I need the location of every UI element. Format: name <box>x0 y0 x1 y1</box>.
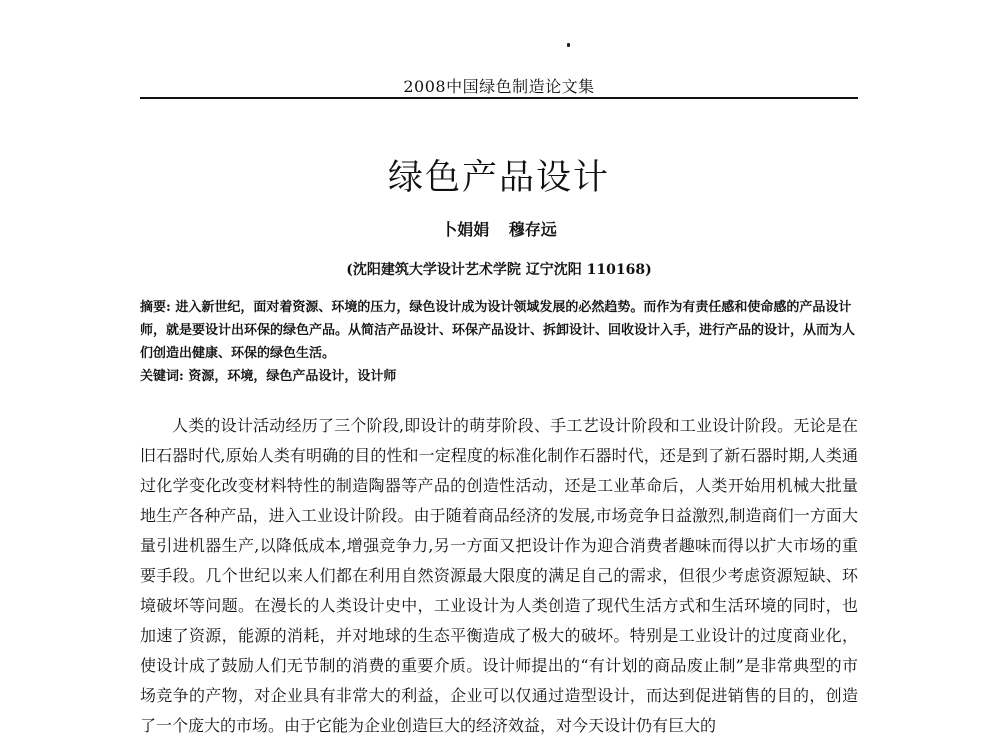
body-paragraph: 人类的设计活动经历了三个阶段,即设计的萌芽阶段、手工艺设计阶段和工业设计阶段。无论是在旧石器时代,原始人类有明确的目的性和一定程度的标准化制作石器时代，还是到了新石器时期,人类通过化学变化改变材料特性的制造陶器等产品的创造性活动，还是工业革命后，人类开始用机械大批量地生产各种产品，进入工业设计阶段。由于随着商品经济的发展,市场竞争日益激烈,制造商们一方面大量引进机器生产,以降低成本,增强竞争力,另一方面又把设计作为迎合消费者趣味而得以扩大市场的重要手段。几个世纪以来人们都在利用自然资源最大限度的满足自己的需求，但很少考虑资源短缺、环境破坏等问题。在漫长的人类设计史中，工业设计为人类创造了现代生活方式和生活环境的同时，也加速了资源，能源的消耗，并对地球的生态平衡造成了极大的破坏。特别是工业设计的过度商业化，使设计成了鼓励人们无节制的消费的重要介质。设计师提出的“有计划的商品废止制”是非常典型的市场竞争的产物，对企业具有非常大的利益，企业可以仅通过造型设计，而达到促进销售的目的，创造了一个庞大的市场。由于它能为企业创造巨大的经济效益，对今天设计仍有巨大的 <box>140 416 858 735</box>
paper-title: 绿色产品设计 <box>387 158 610 198</box>
abstract <box>140 296 858 365</box>
author-name: 穆存远 <box>508 220 557 239</box>
author-list <box>140 217 858 240</box>
affiliation: (沈阳建筑大学设计艺术学院 辽宁沈阳 110168) <box>346 262 652 278</box>
abstract-text: 进入新世纪，面对着资源、环境的压力，绿色设计成为设计领域发展的必然趋势。而作为有责任感和使命感的产品设计师，就是要设计出环保的绿色产品。从简洁产品设计、环保产品设计、拆卸设计、回收设计入手，进行产品的设计，从而为人们创造出健康、环保的绿色生活。 <box>140 300 856 361</box>
abstract-label: 摘要: <box>140 300 171 315</box>
keywords-text: 资源，环境，绿色产品设计，设计师 <box>188 369 397 384</box>
keywords <box>140 365 858 388</box>
author-name: 卜娟娟 <box>441 220 490 239</box>
running-header: 2008中国绿色制造论文集 <box>403 77 595 96</box>
keywords-label: 关键词: <box>140 369 184 384</box>
abstract-block <box>140 296 858 388</box>
body-text <box>140 411 858 741</box>
header-rule <box>140 97 858 99</box>
scan-speck <box>567 43 570 47</box>
